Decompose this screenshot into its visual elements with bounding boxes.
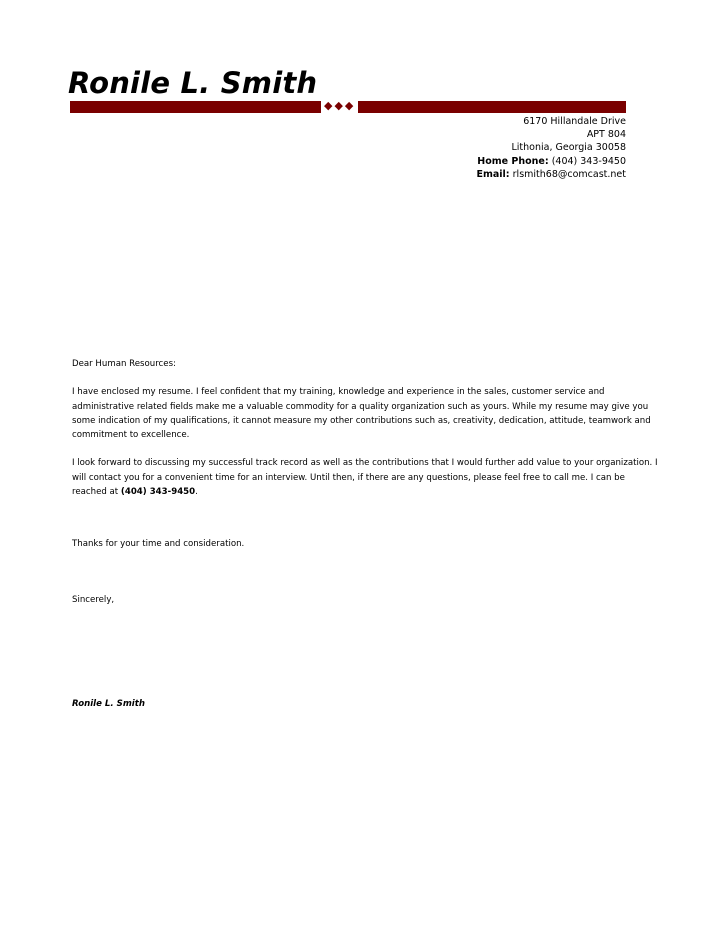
signature-name: Ronile L. Smith <box>72 699 145 710</box>
reach-prefix: reached at <box>72 486 121 497</box>
paragraph-intro <box>72 385 652 442</box>
paragraph-line: administrative related fields make me a valuable commodity for a quality organization such as yours. While my resume may give you <box>72 401 649 412</box>
paragraph-line: I look forward to discussing my successful track record as well as the contributions that I would further add value to your organization. I <box>72 458 658 469</box>
home-phone-label: Home Phone: <box>477 155 549 167</box>
email-value: rlsmith68@comcast.net <box>512 168 626 180</box>
paragraph-line <box>72 485 652 499</box>
home-phone-line <box>477 155 627 168</box>
paragraph-line: commitment to excellence. <box>72 430 190 440</box>
street-address: 6170 Hillandale Drive <box>523 116 626 127</box>
letter-body <box>72 357 658 712</box>
salutation: Dear Human Resources: <box>72 359 176 369</box>
email-label: Email: <box>476 168 510 180</box>
reach-phone: (404) 343-9450 <box>120 486 196 497</box>
city-state-zip: Lithonia, Georgia 30058 <box>511 142 626 154</box>
home-phone-value: (404) 343-9450 <box>551 155 626 167</box>
paragraph-line: some indication of my qualifications, it cannot measure my other contributions such as, creativity, dedication, attitude, teamwork and <box>72 415 651 426</box>
contact-info-block <box>477 115 627 181</box>
reach-suffix: . <box>195 486 198 497</box>
paragraph-followup <box>72 456 658 499</box>
closing-line: Sincerely, <box>72 595 115 606</box>
apartment-number: APT 804 <box>586 129 626 141</box>
paragraph-line: will contact you for a convenient time for an interview. Until then, if there are any questions, please feel free to call me. I can be <box>72 472 625 483</box>
diamond-ornament-icon: ◆◆◆ <box>321 98 358 114</box>
applicant-name-heading: Ronile L. Smith <box>68 66 318 100</box>
paragraph-line: I have enclosed my resume. I feel confident that my training, knowledge and experience in the sales, customer service and <box>72 387 605 398</box>
thanks-line: Thanks for your time and consideration. <box>72 539 245 549</box>
email-line <box>477 168 627 181</box>
